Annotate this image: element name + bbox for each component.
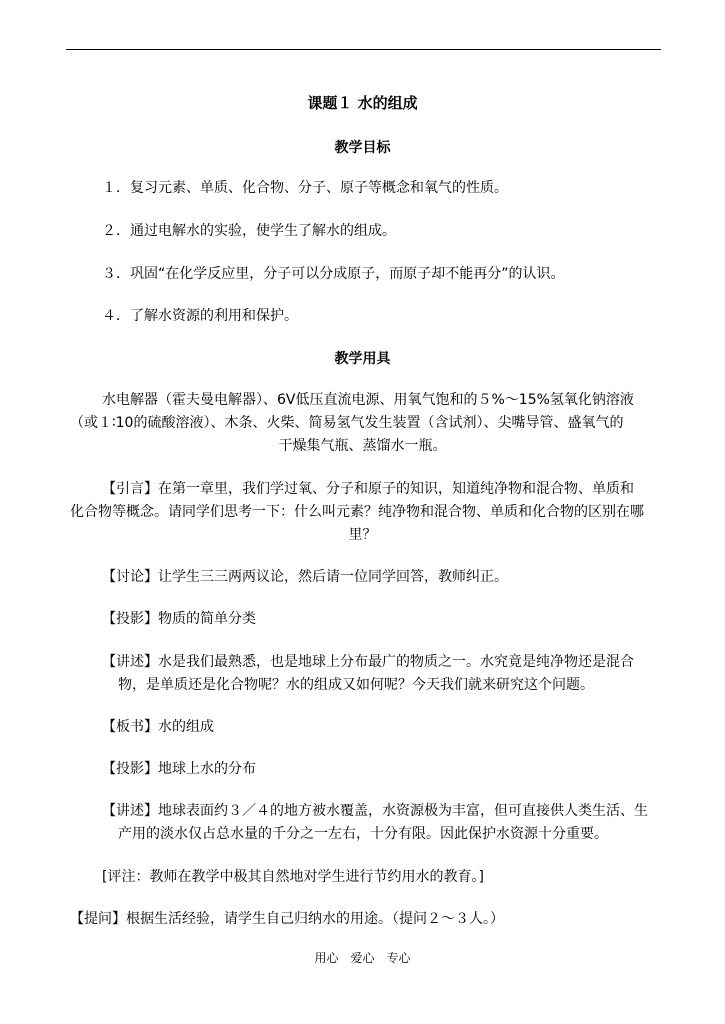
tools-heading: 教学用具 xyxy=(334,351,391,367)
question-text: 【提问】根据生活经验，请学生自己归纳水的用途。（提问２～３人。） xyxy=(70,911,504,927)
board-note: 【板书】水的组成 xyxy=(102,719,214,735)
lecture-2-line-2: 产用的淡水仅占总水量的千分之一左右，十分有限。因此保护水资源十分重要。 xyxy=(118,826,608,842)
intro-line-3: 里？ xyxy=(348,527,377,543)
lecture-1-line-2: 物，是单质还是化合物呢？水的组成又如何呢？今天我们就来研究这个问题。 xyxy=(118,677,594,693)
lecture-1-line-1: 【讲述】水是我们最熟悉，也是地球上分布最广的物质之一。水究竟是纯净物还是混合 xyxy=(102,654,634,670)
goal-item-3: ３．巩固“在化学反应里，分子可以分成原子，而原子却不能再分”的认识。 xyxy=(102,266,565,282)
projection-1: 【投影】物质的简单分类 xyxy=(102,611,256,627)
comment-note: [评注：教师在教学中极其自然地对学生进行节约用水的教育。] xyxy=(102,869,484,885)
page-footer: 用心 爱心 专心 xyxy=(314,951,411,965)
projection-2: 【投影】地球上水的分布 xyxy=(102,761,256,777)
tools-line-3: 干燥集气瓶、蒸馏水一瓶。 xyxy=(278,438,447,454)
discussion-text: 【讨论】让学生三三两两议论，然后请一位同学回答，教师纠正。 xyxy=(102,569,508,585)
goal-item-2: ２．通过电解水的实验，使学生了解水的组成。 xyxy=(102,223,396,239)
intro-line-1: 【引言】在第一章里，我们学过氧、分子和原子的知识，知道纯净物和混合物、单质和 xyxy=(102,481,634,497)
lecture-2-line-1: 【讲述】地球表面约３／４的地方被水覆盖，水资源极为丰富，但可直接供人类生活、生 xyxy=(102,803,648,819)
goal-item-1: １．复习元素、单质、化合物、分子、原子等概念和氧气的性质。 xyxy=(102,180,508,196)
header-rule xyxy=(66,49,661,50)
intro-line-2: 化合物等概念。请同学们思考一下：什么叫元素？纯净物和混合物、单质和化合物的区别在哪 xyxy=(70,504,644,520)
tools-line-2: （或１∶10的硫酸溶液）、木条、火柴、简易氢气发生装置（含试剂）、尖嘴导管、盛氧气的 xyxy=(70,415,624,431)
goals-heading: 教学目标 xyxy=(334,140,391,156)
document-title: 课题１ 水的组成 xyxy=(307,94,418,112)
goal-item-4: ４．了解水资源的利用和保护。 xyxy=(102,308,298,324)
tools-line-1: 水电解器（霍夫曼电解器）、6V低压直流电源、用氧气饱和的５%～15%氢氧化钠溶液 xyxy=(102,392,634,408)
